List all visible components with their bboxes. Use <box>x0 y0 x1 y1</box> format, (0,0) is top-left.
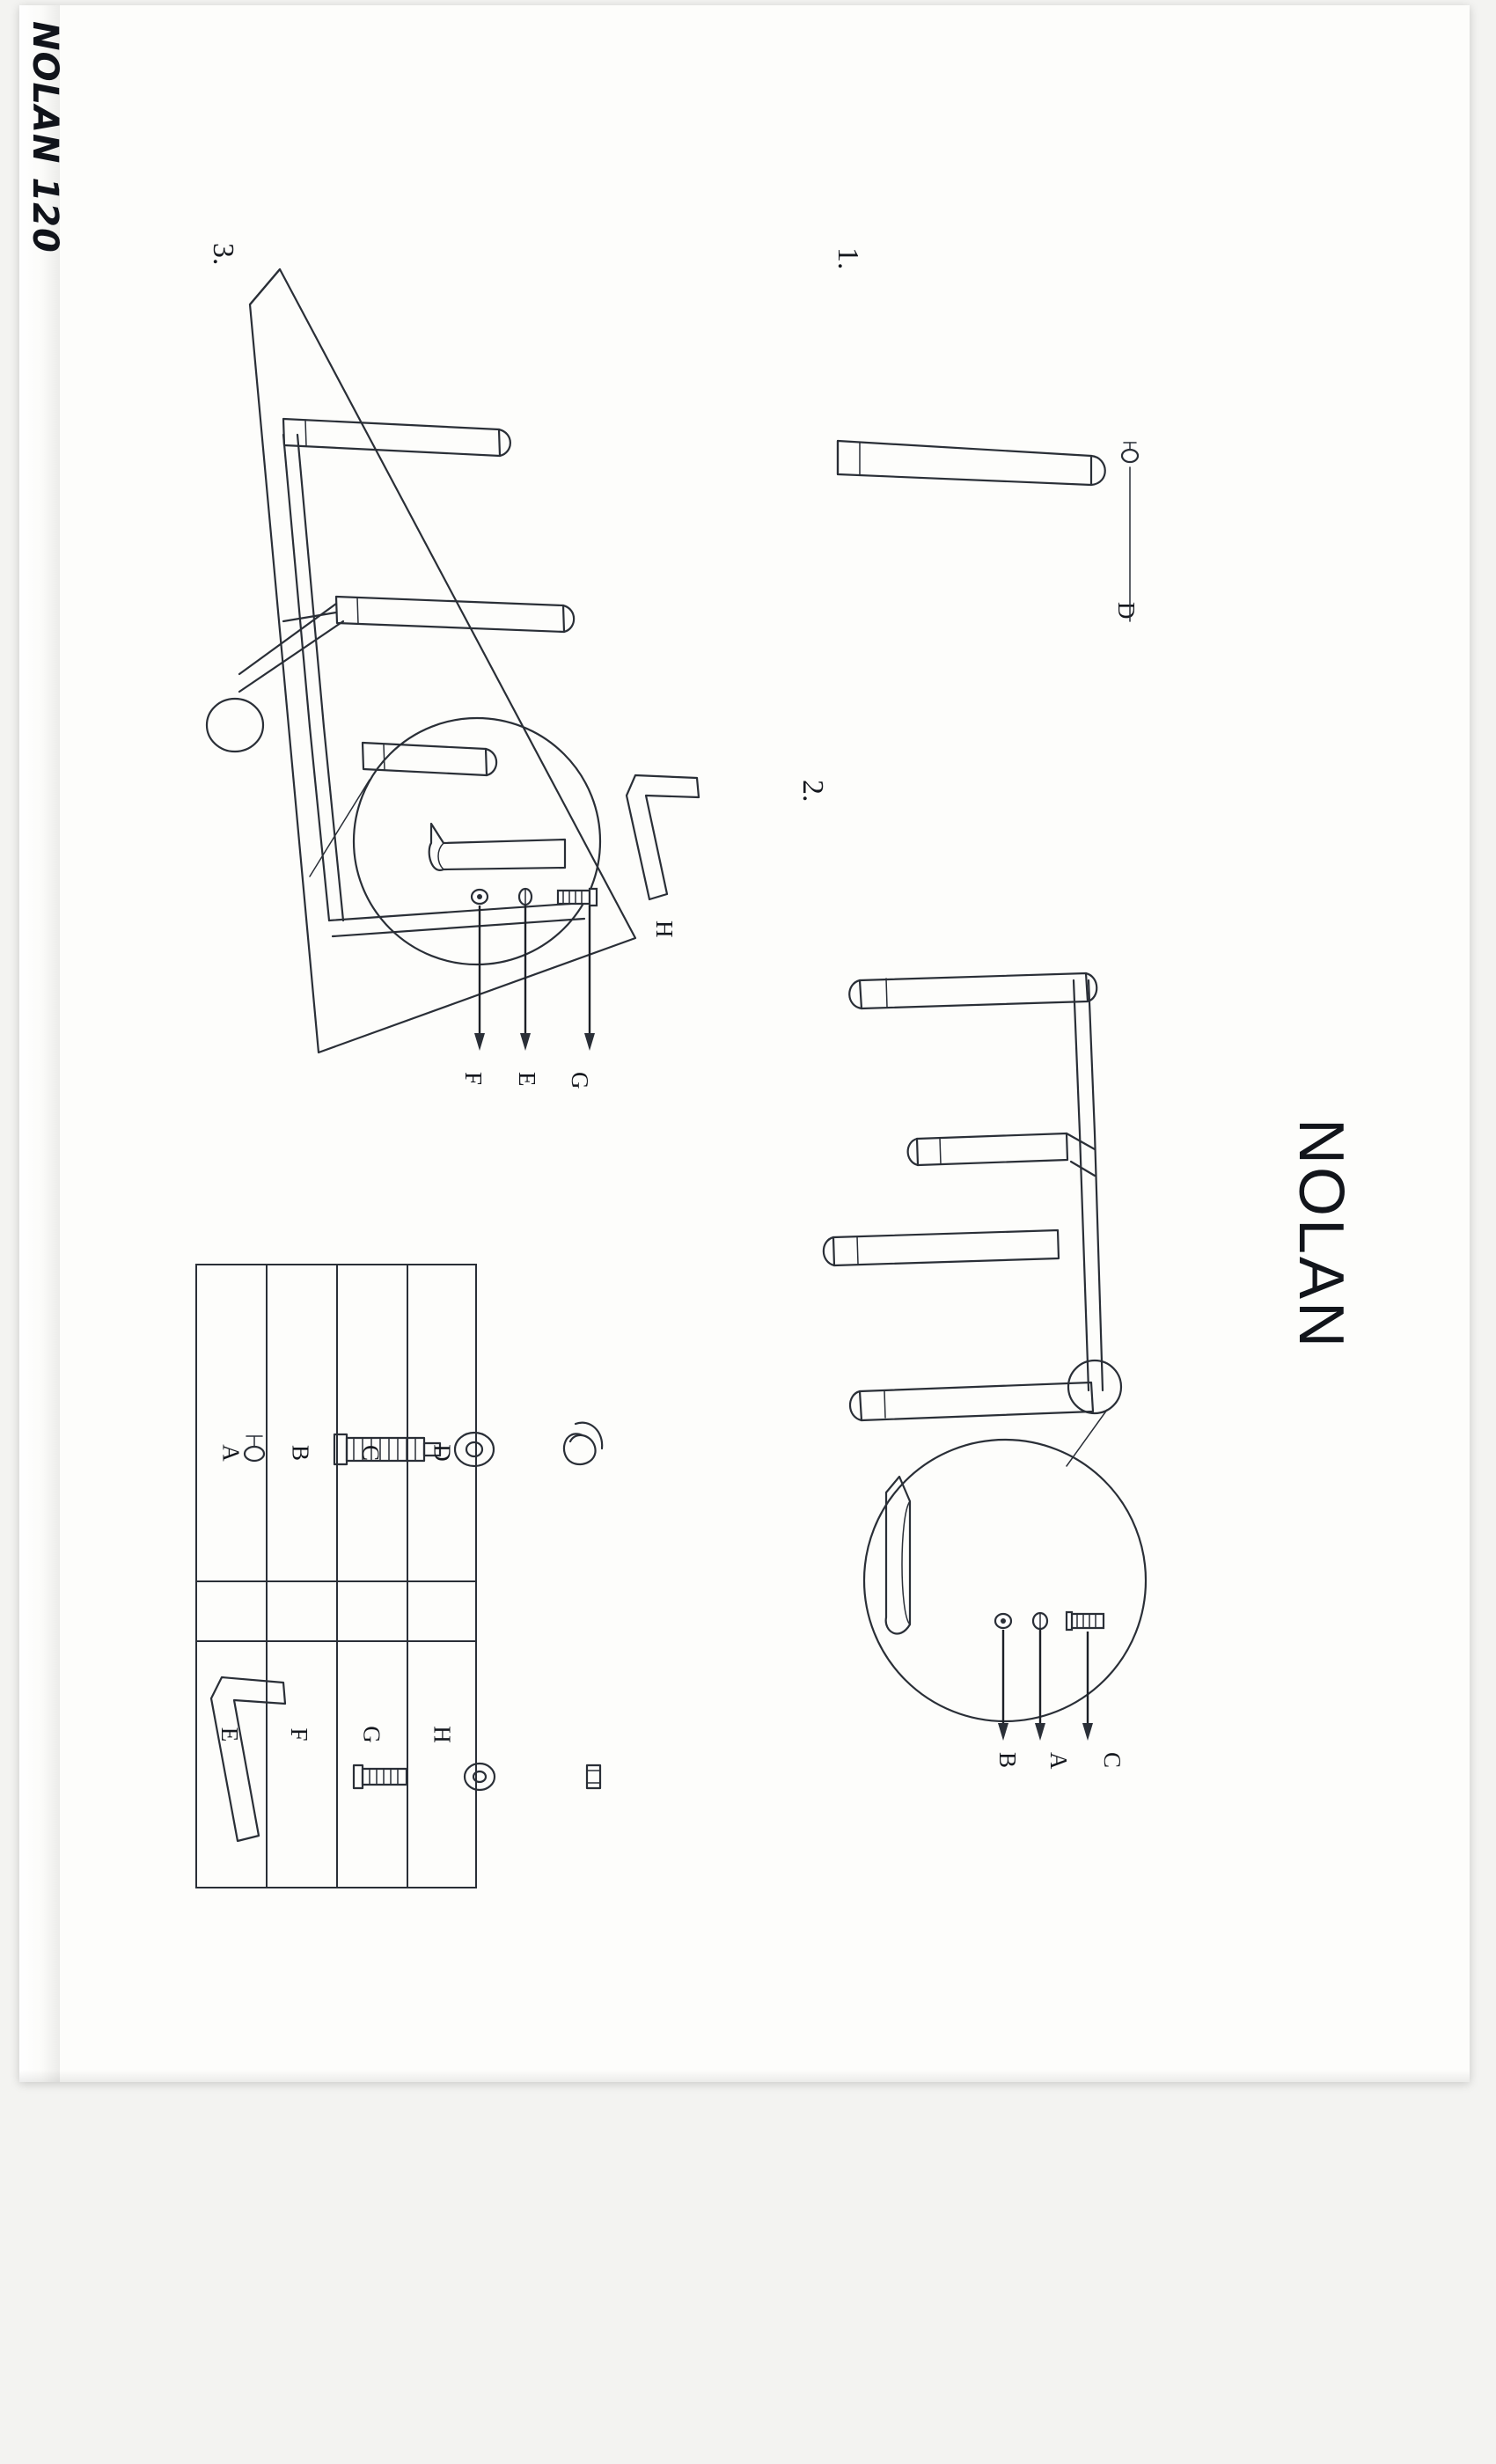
part-e-spacer-bush-icon <box>587 1765 600 1788</box>
parts-row-d-letter: D <box>429 1444 456 1462</box>
callout-letter-b-step2: B <box>994 1752 1021 1769</box>
step-number-1: 1. <box>832 247 864 270</box>
instruction-sheet-page <box>19 5 1470 2082</box>
step-number-3: 3. <box>207 243 239 266</box>
step3-fastener-e <box>519 889 532 905</box>
parts-row-h <box>408 1582 479 1887</box>
parts-row-b-letter: B <box>287 1444 314 1462</box>
parts-row-e <box>197 1582 268 1887</box>
part-h-allen-key-step3 <box>627 775 699 899</box>
step1-diagram <box>838 441 1138 621</box>
page-title: NOLAN <box>1286 1118 1356 1351</box>
callout-letter-f-step3: F <box>460 1072 487 1086</box>
step3-diagram <box>207 269 699 1052</box>
parts-row-g-letter: G <box>358 1726 385 1743</box>
parts-row-f-letter: F <box>286 1727 313 1742</box>
parts-row-a-letter: A <box>217 1444 245 1462</box>
parts-row-e-letter: E <box>216 1727 243 1742</box>
parts-row-h-letter: H <box>429 1726 456 1743</box>
parts-row-f <box>268 1582 338 1887</box>
parts-row-c-letter: C <box>357 1444 385 1462</box>
spine-title: NOLAN 120 <box>25 21 65 253</box>
step2-fastener-c <box>1067 1612 1104 1630</box>
page-spine-binding <box>19 5 60 2082</box>
callout-letter-h-step3: H <box>651 920 678 938</box>
part-a-lock-washer-icon <box>564 1423 602 1464</box>
part-d-cap-icon <box>1122 443 1138 462</box>
callout-letter-a-step2: A <box>1045 1752 1072 1770</box>
step3-fastener-f <box>472 890 488 904</box>
step2-diagram <box>824 973 1146 1741</box>
parts-row-g <box>338 1582 408 1887</box>
step2-fastener-b <box>995 1614 1011 1628</box>
callout-letter-d-step1: D <box>1113 602 1140 620</box>
callout-letter-c-step2: C <box>1099 1752 1126 1769</box>
step-number-2: 2. <box>796 780 829 803</box>
parts-table-right <box>195 1580 477 1888</box>
callout-letter-e-step3: E <box>514 1072 540 1087</box>
step2-fastener-a <box>1033 1613 1047 1629</box>
step3-fastener-g <box>558 889 597 906</box>
callout-letter-g-step3: G <box>567 1072 593 1089</box>
